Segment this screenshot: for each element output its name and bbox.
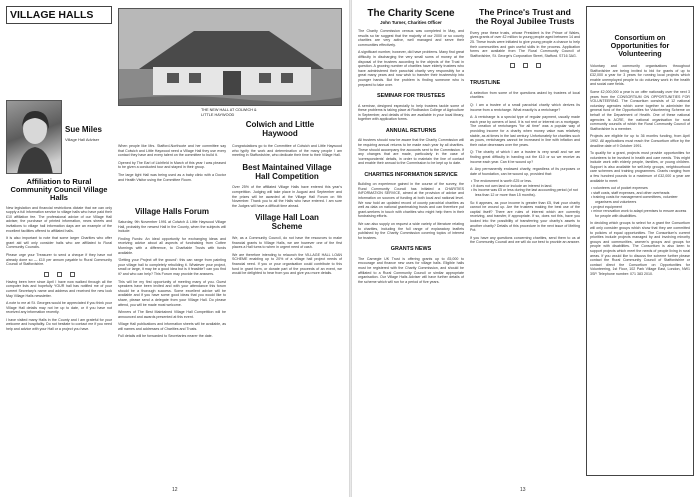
colwich-para-2: Opened by The Earl of Lichfield in March of this year I was pleased to be given a conducted tour and stayed in their group.	[118, 160, 226, 170]
village-halls-title-box	[6, 6, 112, 24]
forum-box	[118, 196, 226, 339]
best-maintained-box	[232, 164, 342, 209]
condition-3: • Its income was £5 or less during the last accounting period (of not less than 12 or more than 15 months).	[471, 188, 578, 198]
consortium-bullet-4: • project equipment	[591, 204, 622, 209]
charity-para-1: The Charity Commission census was completed in May, and results so far suggest that the majority of our 2000 or so county charities are very active, well managed and serve their communities effectively.	[358, 29, 464, 47]
forum-para-2: Finding Funds: An ideal opportunity for exchanging ideas and receiving advice about all aspects of fundraising from Cottee Mornings with a difference, to Charitable Trusts with funds available.	[118, 236, 226, 255]
consortium-para-4: To qualify for a grant, projects must provide opportunities for volunteers to be involved in health and care needs. This might include work with elderly people, families, or young children. Support is also available for self-help groups, neighbourhood care schemes and training programmes. Grants ranging from a few hundred pounds to a maximum of £32,000 a year are available to meet:	[590, 151, 690, 183]
trustline-closing-2: If you have any questions concerning charities, send them to us at the Community Council and we will do our best to provide an answer.	[470, 235, 580, 245]
trustline-closing-1: So it appears, as your income is greater than £5, that your charity cannot be wound up. Are the trustees making the best use of the capital itself? There are rules of interest which are currently receiving, and transfer, if appropriate. If so, does not this, have you looked into the possibility of transferring your charity's assets to another charity? Details of this procedure in the next issue of Melting Pot.	[470, 200, 580, 233]
adviser-photo	[6, 100, 62, 174]
trustline-qa-1: Q: I am a trustee of a small parochial charity which derives its income from a rentcharge. What exactly is a rentcharge?	[470, 102, 580, 112]
consortium-box	[586, 6, 694, 476]
affiliation-heading: Affiliation to Rural Community Council Village Halls	[10, 177, 108, 203]
right-col-3	[586, 6, 694, 486]
seminar-para-1: A seminar, designed especially to help trustees tackle some of these problems is taking place at Rodbaston College of Agriculture in September, and details of this are available in your local library, together with application forms.	[358, 103, 464, 122]
cis-heading: CHARITIES INFORMATION SERVICE	[364, 171, 458, 178]
divider-squares	[6, 270, 112, 277]
forum-para-4: This will be my first opportunity of meeting many of you. Guest speakers have been invited and with your attendance this forum should be a thorough success. Some excellent advice will be available and if you have some good ideas that you would like to share, please send a delegate from your Village Hall. Do please attend, you will be made most welcome.	[118, 279, 226, 307]
photo-caption: THE NEW HALL AT COLWICH & LITTLE HAYWOOD	[201, 108, 257, 117]
loan-heading: Village Hall Loan Scheme	[255, 213, 319, 232]
colwich-section	[118, 120, 342, 138]
trustline-qa-3: Q: The charity of which I am a trustee is very small and we are finding great difficulty in handing out the £10 or so we receive as income each year. Can it be wound up?	[470, 150, 580, 164]
best-maintained-heading: Best Maintained Village Hall Competition	[242, 162, 332, 181]
consortium-bullet-5: • minor renovation work to adapt premises to ensure access for people with disabilities.	[591, 209, 687, 218]
building-photo-icon	[119, 9, 342, 106]
consortium-para-2: Some £2,000,000 a year is on offer nationally over the next 3 years from the CONSORTIUM ON OPPORTUNITIES FOR VOLUNTEERING. The Consortium consists of 12 national voluntary agencies which come together to administer the general fund of the Opportunities for Volunteering Scheme on behalf of the Department of Health. One of these national agencies is ACRE, the national organisation for rural community councils of which the Rural Community Council of Staffordshire is a member.	[590, 89, 690, 131]
consortium-bullet-1: • volunteers out of pocket expenses	[591, 186, 648, 191]
cis-para-2: We can also supply on request a wide variety of literature relating to charities, including the full range of explanatory leaflets published by the Charity Commission covering topics of interest for trustees.	[358, 222, 464, 240]
trustline-qa-4: A: Any permanently endowed charity, regardless of its purposes or date of foundation, can be wound up, provided that:	[470, 167, 580, 176]
forum-para-7: Full details will be forwarded to Secretaries nearer the date.	[118, 334, 213, 339]
consortium-bullet-3: • training costs for management committees, volunteer organisers and volunteers	[591, 195, 678, 205]
trustline-intro: A selection from some of the questions asked by trustees of local charities:	[470, 90, 580, 100]
cis-para-1: Building on experience gained in the course of the survey, the Rural Community Council has initiated a CHARITIES INFORMATION SERVICE, aimed at the provision of advice and information on sources of funding at both local and national level. We now hold an updated record of county parochial charities as well as data on national grantmaking trusts and can therefore put grant-seekers in touch with charities who might help them in their fundraising efforts.	[358, 182, 464, 219]
charity-para-2: A significant number, however, did have problems. Many find great difficulty in discharging the very small sums of money at the disposal of the trustees according to the objects of the Trust in question. A growing number of charities have elderly trustees who have administered their parochial charity very responsibly for a great many years and now wish to transfer their trusteeship into younger hands. But the problem is finding someone who is prepared to take over.	[358, 50, 464, 87]
loan-box	[232, 214, 342, 275]
affiliation-para-2: It is also important to note that some larger Charities who offer grant aid will only consider halls who are affiliated to Rural Community Councils.	[6, 236, 112, 250]
princes-heading: The Prince's Trust and the Royal Jubilee Trusts	[475, 7, 575, 27]
colwich-para-1: When people like Mrs. Stafford-Northcote and her committee say that Colwich and Little Haywood need a Village Hall they use every contact they have and every talent on the committee to build it.	[118, 144, 226, 158]
affiliation-para-3: Please urge your Treasurer to send a cheque if they have not already done so — £10 per annum payable to Rural Community Council of Staffordshire.	[6, 252, 112, 267]
consortium-heading: Consortium on Opportunities for Volunteering	[610, 33, 670, 58]
left-page-number: 12	[172, 487, 178, 493]
adviser-note-2: A note to me at St. Georges would be appreciated if you think your Village Hall details may not be up to date, or if you have not received any information recently.	[6, 301, 112, 315]
colwich-para-4: Congratulations go to the Committee of Colwich and Little Haywood who typify the work and determination of the many people I am meeting in Staffordshire, who dedicate their time to their Village Hall.	[232, 144, 342, 158]
adviser-note-3: I have visited many Halls in the County and I am grateful for your welcome and hospitality. Do not hesitate to contact me if you need help and advice with your Hall or a project you have.	[6, 317, 112, 332]
adviser-block	[6, 100, 112, 176]
consortium-para-3: Projects are eligible for up to 36 months funding, from April 1992. All applications must reach the Consortium office by the deadline date of 9 October 1991.	[590, 134, 690, 148]
affiliation-para-1: New legislation and financial restrictions dictate that we can only supply a full information service to village halls who have paid their £10 affiliation fee. The professional advice of our Village Hall adviser, the purchase of printed information, news sheets and invitations to village hall information days are an example of the excellent facilities offered to affiliated halls.	[6, 205, 112, 233]
loan-para-2: We are therefore intending to relaunch the VILLAGE HALL LOAN SCHEME enabling up to 20% of a village hall project needs of financial need. If you or your organisation could contribute to this fund in grant form, or donate part of the proceeds of an event, we would be delighted to hear from you and give you more details.	[232, 252, 342, 276]
divider-squares-2	[470, 61, 580, 68]
charity-byline: John Turner, Charities Officer	[380, 20, 442, 25]
forum-para-6: Village Hall publications and information sheets will be available, as will names and addresses of Charities and Trusts.	[118, 322, 226, 331]
forum-para-3: 'Getting your Project off the ground': this can range from painting your village hall to completely rebuilding it. Whatever your project, small or large, it may be a good idea but is it feasible? can you find it? and who can help? This Forum may provide the answers.	[118, 258, 226, 276]
consortium-closing-1: In deciding which groups to select for a grant the Consortium will only consider groups which show that they are committed to policies of equal opportunities. The Consortium's current priorities include projects managed by and involving minority groups and communities, women's groups and groups for people with disabilities. The Consortium is also keen to support projects which meet the needs of people living in rural areas. If you would like to discuss the scheme further please contact the Rural Community Council of Staffordshire or contact direct the Consortium on Opportunities for Volunteering, 1st Floor, 102 Park Village East, London, NW1 3SP. Telephone number: 071 383 2010.	[590, 221, 690, 276]
consortium-bullet-2: • staff costs, staff expenses, and other overheads	[591, 190, 670, 195]
right-col-1	[358, 6, 464, 486]
annual-para-1: All trustees should now be aware that the Charity Commission will be requiring annual returns to be made each year by all charities. These should accompany the accounts sent to the Commission. If any changes that are made, particularly in the case of 'correspondents' details, in order to maintain the line of contact and enable their annual to the Commission to be kept up to date.	[358, 138, 464, 166]
seminar-heading: SEMINAR FOR TRUSTEES	[377, 93, 445, 100]
condition-2: • It does not own land or include an interest in land.	[471, 183, 553, 188]
adviser-note-1: Having been here since April I have now walked through all the computer lists and hopefully YOUR hall has notified me of your current Secretary's name and address and received the new look May Village Halls newsletter.	[6, 279, 112, 298]
consortium-para-1: Voluntary and community organisations throughout Staffordshire are being invited to bid for grants of up to £32,000 a year for 3 years for running local projects which enable unemployed people to do voluntary work in the health and social care fields.	[590, 64, 690, 87]
colwich-para-3: The large light Hall was being used as a baby clinic with a Doctor and Health Visitor using the Committee Room.	[118, 172, 226, 182]
annual-heading: ANNUAL RETURNS	[385, 127, 437, 134]
forum-para-5: Winners of The Best Maintained Village Hall Competition will be announced and awards presented at this event.	[118, 310, 226, 319]
trustline-qa-2: A: A rentcharge is a special type of regular payment, usually made each year by owners of land. It is not rent or interest on a mortgage. The creation of rentcharges "for all time" was a popular way of providing income for a charity when money value was relatively stable, as at times in the last century. Unfortunately for charities such as yours, rentcharges cannot be increased in line with inflation and their value decreases over the years.	[470, 115, 580, 147]
adviser-name-block	[65, 126, 111, 142]
best-maintained-para-1: Over 25% of the affiliated Village Halls have entered this year's competition. Judging will take place in August and September and the prizes will be awarded at the Village Hall Forum on 9th November. Thank you to all the Halls who have entered. I am sure the Judges will have a difficult time ahead.	[232, 185, 342, 208]
colwich-heading: Colwich and Little Haywood	[245, 120, 315, 138]
princes-para-1: Every year these trusts, whose President is the Prince of Wales, gives grants of over £2 million to young people aged between 14 and 25. These trusts were initiated to give young people a chance to help their communities and gain useful skills in the process. Application forms are available from The Rural Community Council of Staffordshire, St. George's Corporation Street, Stafford. ST16 3AG.	[470, 30, 580, 58]
colwich-text	[118, 144, 226, 204]
grants-para-1: The Carnegie UK Trust is offering grants up to £5,000 to encourage and finance new uses for village halls. Eligible halls must be registered with the Charity Commission, and should be affiliated to a Rural Community Council or similar appropriate organisation. Our Village Halls Adviser will have further details of the scheme which will run for a period of five years.	[358, 256, 464, 284]
trustline-heading: TRUSTLINE	[470, 80, 501, 87]
page-title: VILLAGE HALLS	[10, 9, 94, 21]
right-page	[352, 0, 700, 497]
village-hall-photo	[118, 8, 342, 106]
charity-heading: The Charity Scene	[367, 8, 455, 19]
grants-heading: GRANTS NEWS	[390, 246, 432, 253]
left-col-1	[6, 6, 112, 486]
portrait-icon	[7, 101, 62, 174]
left-col-3	[232, 144, 342, 484]
adviser-role: Village Hall Adviser	[65, 136, 100, 142]
loan-para-1: We, as a Community Council, do not have the resources to make financial grants to Village Halls, we are however one of the first places a Hall turns to when in urgent need of cash.	[232, 235, 342, 250]
right-col-2	[470, 6, 580, 486]
adviser-name: Sue Miles	[65, 125, 102, 134]
forum-heading: Village Halls Forum	[134, 207, 210, 216]
condition-1: • The endowment is worth £25 or less.	[471, 179, 532, 184]
forum-para-1: Saturday, 9th November 1991 at Colwich & Little Haywood Village Hall, probably the newest Hall in the County, when the subjects will include:	[118, 220, 226, 234]
right-page-number: 13	[520, 487, 526, 493]
